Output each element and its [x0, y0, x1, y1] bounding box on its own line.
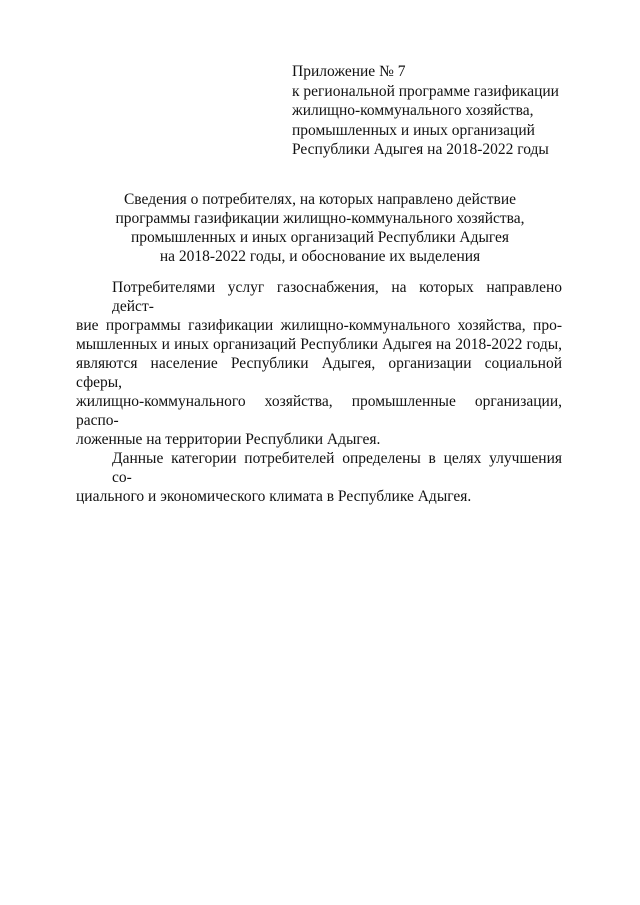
appendix-header: [292, 62, 612, 160]
appendix-line: жилищно-коммунального хозяйства,: [292, 102, 534, 119]
paragraph-2-line: Данные категории потребителей определены в целях улучшения со-: [112, 450, 562, 486]
appendix-line: промышленных и иных организаций: [292, 121, 535, 139]
title-line: промышленных и иных организаций Республики Адыгея: [130, 229, 510, 246]
paragraph-1-line: являются население Республики Адыгея, организации социальной сферы,: [76, 355, 562, 391]
title-line: Сведения о потребителях, на которых направлено действие: [123, 191, 517, 208]
body-text: [76, 278, 562, 506]
title-line: на 2018-2022 годы, и обоснование их выделения: [159, 248, 481, 265]
paragraph-1-line: Потребителями услуг газоснабжения, на которых направлено дейст-: [112, 279, 562, 315]
paragraph-1-line: ложенные на территории Республики Адыгея.: [76, 431, 381, 448]
appendix-number: Приложение № 7: [292, 63, 406, 80]
appendix-line: Республики Адыгея на 2018-2022 годы: [292, 141, 549, 158]
paragraph-1-line: вие программы газификации жилищно-коммунального хозяйства, про-: [76, 317, 562, 334]
appendix-line: к региональной программе газификации: [292, 82, 559, 100]
title-line: программы газификации жилищно-коммунального хозяйства,: [115, 210, 525, 227]
paragraph-2-line: циального и экономического климата в Республике Адыгея.: [76, 488, 472, 505]
paragraph-1-line: мышленных и иных организаций Республики Адыгея на 2018-2022 годы,: [76, 336, 562, 353]
document-title: [70, 190, 570, 266]
paragraph-1-line: жилищно-коммунального хозяйства, промышленные организации, распо-: [76, 393, 562, 429]
